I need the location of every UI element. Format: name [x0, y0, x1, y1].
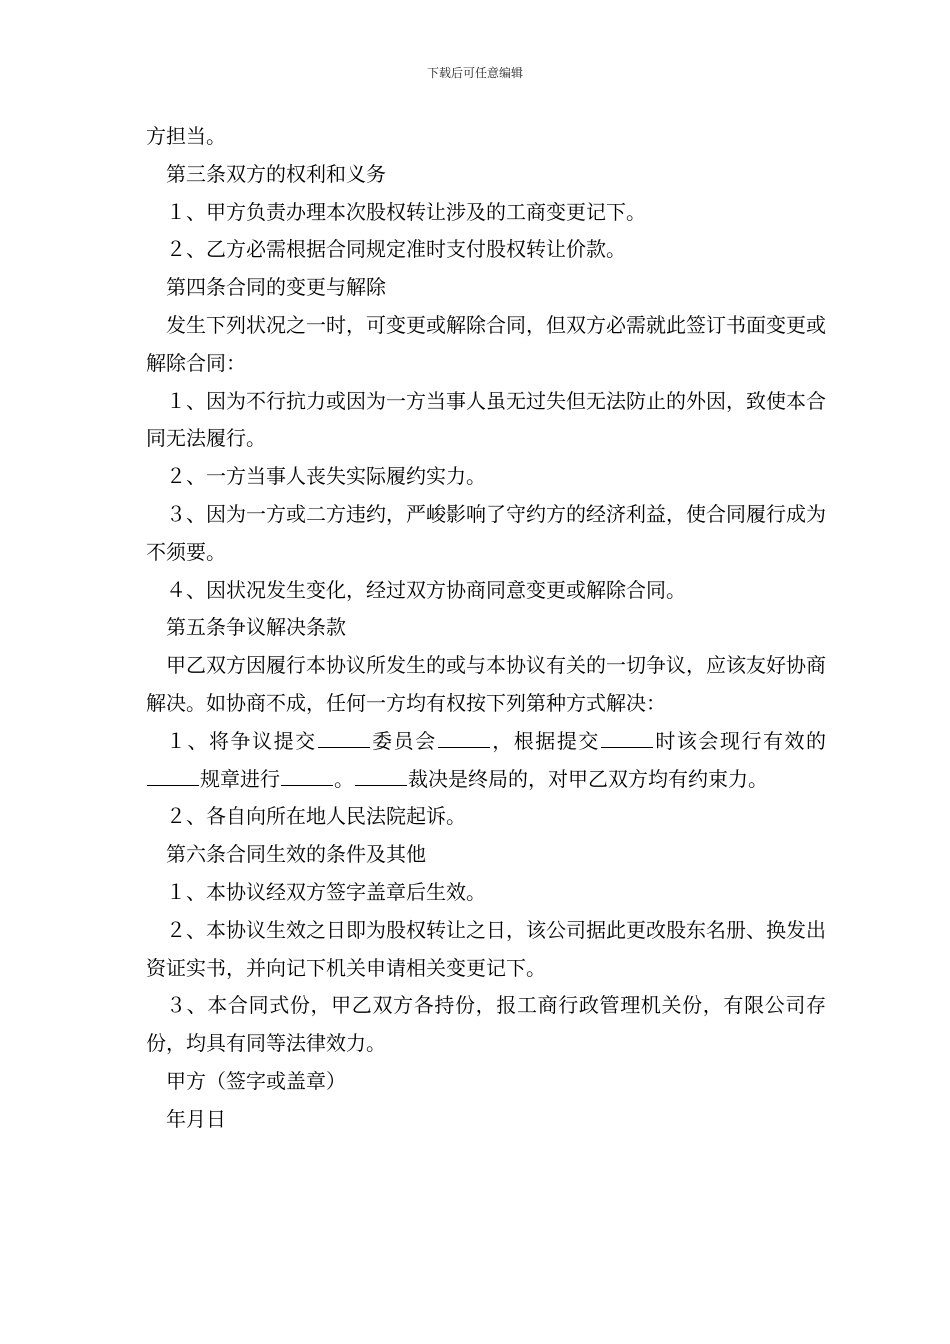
blank-line [281, 767, 333, 786]
article-5-heading: 第五条争议解决条款 [166, 615, 346, 640]
blank-line [355, 767, 407, 786]
article-4-heading: 第四条合同的变更与解除 [166, 275, 386, 300]
clause-text: 时该会现行有效的 [653, 728, 827, 753]
article-6-heading: 第六条合同生效的条件及其他 [166, 842, 426, 867]
blank-line [147, 767, 199, 786]
clause-text: ，根据提交 [490, 728, 600, 753]
clause-text: 委员会 [370, 728, 437, 753]
clause-text: 裁决是终局的，对甲乙双方均有约束力。 [408, 766, 768, 791]
clause-text: 规章进行 [200, 766, 280, 791]
article-5-clause-2: ２、各自向所在地人民法院起诉。 [166, 804, 466, 829]
article-4-clause-3: ３、因为一方或二方违约，严峻影响了守约方的经济利益，使合同履行成为不须要。 [146, 501, 826, 564]
paragraph-continuation: 方担当。 [146, 124, 226, 148]
article-6-clause-1: １、本协议经双方签字盖章后生效。 [166, 879, 486, 904]
article-6-clause-3: ３、本合同式份，甲乙双方各持份，报工商行政管理机关份，有限公司存份，均具有同等法律效力。 [146, 993, 826, 1056]
article-6-clause-2: ２、本协议生效之日即为股权转让之日，该公司据此更改股东名册、换发出资证实书，并向记下机关申请相关变更记下。 [146, 917, 826, 980]
article-5-intro: 甲乙双方因履行本协议所发生的或与本协议有关的一切争议，应该友好协商解决。如协商不成，任何一方均有权按下列第种方式解决： [146, 653, 826, 715]
clause-text: １、将争议提交 [166, 728, 317, 753]
party-a-signature-label: 甲方（签字或盖章） [166, 1068, 346, 1093]
article-3-clause-1: １、甲方负责办理本次股权转让涉及的工商变更记下。 [166, 199, 646, 224]
blank-line [601, 729, 653, 748]
article-3-clause-2: ２、乙方必需根据合同规定准时支付股权转让价款。 [166, 237, 626, 262]
article-4-clause-4: ４、因状况发生变化，经过双方协商同意变更或解除合同。 [166, 577, 686, 602]
date-label: 年月日 [166, 1106, 226, 1131]
clause-text: 。 [334, 766, 354, 791]
article-5-clause-1 [146, 723, 826, 799]
blank-line [318, 729, 370, 748]
article-4-clause-2: ２、一方当事人丧失实际履约实力。 [166, 464, 486, 489]
page-header: 下载后可任意编辑 [426, 66, 523, 80]
article-4-clause-1: １、因为不行抗力或因为一方当事人虽无过失但无法防止的外因，致使本合同无法履行。 [146, 388, 826, 451]
blank-line [438, 729, 490, 748]
article-4-intro: 发生下列状况之一时，可变更或解除合同，但双方必需就此签订书面变更或解除合同： [146, 312, 826, 375]
article-3-heading: 第三条双方的权利和义务 [166, 161, 386, 186]
document-body [146, 118, 826, 1139]
